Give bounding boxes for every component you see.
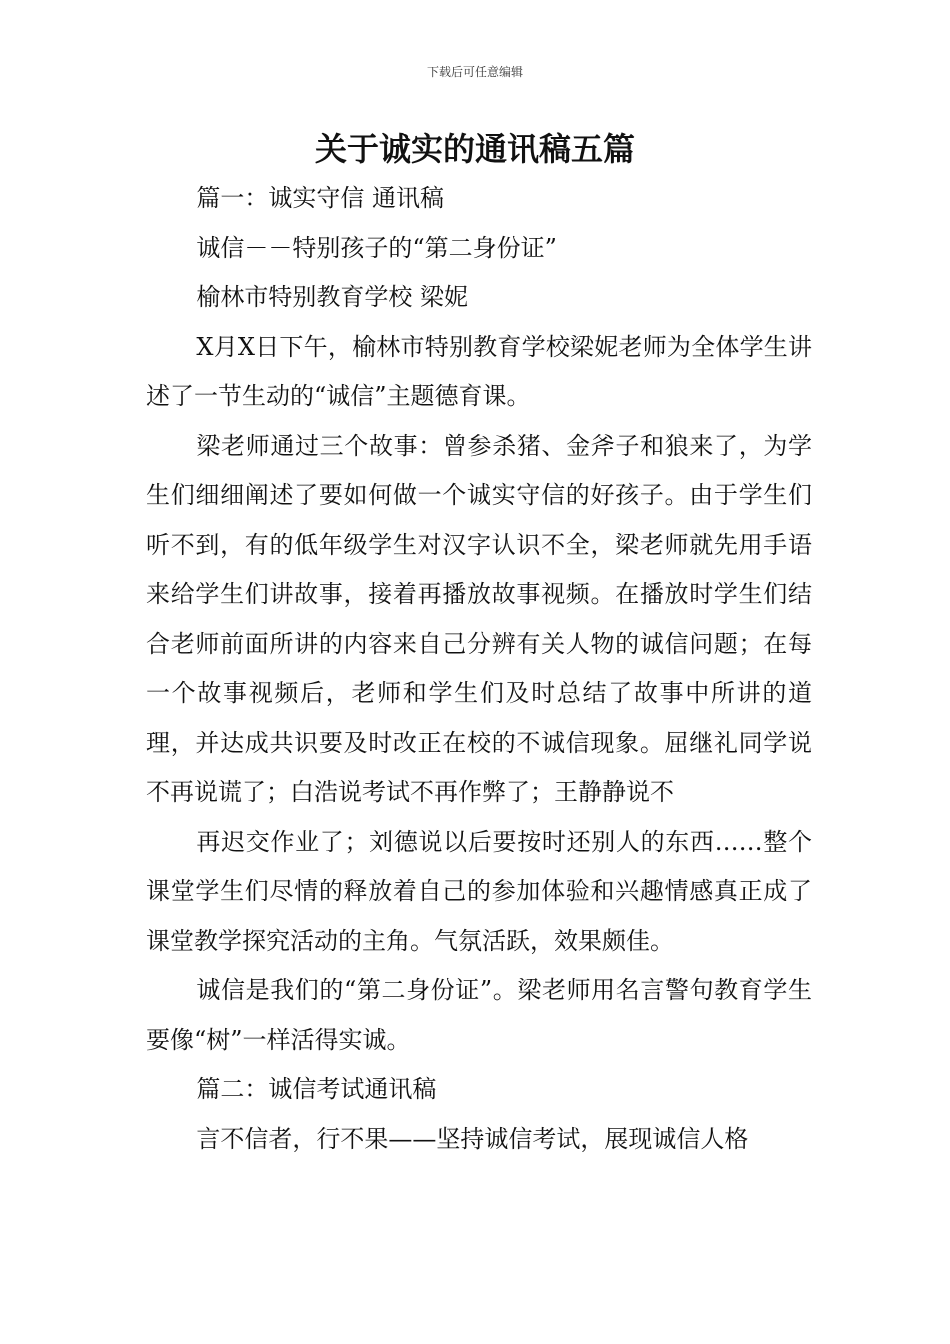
article-headline: 言不信者，行不果——坚持诚信考试，展现诚信人格 [196,1124,749,1153]
body-paragraph: 诚信是我们的“第二身份证”。梁老师用名言警句教育学生要像“树”一样活得实诚。 [146,976,812,1054]
section-heading-2: 篇二：诚信考试通讯稿 [196,1075,437,1103]
body-paragraph: X月X日下午，榆林市特别教育学校梁妮老师为全体学生讲述了一节生动的“诚信”主题德育课。 [146,332,812,410]
author-line: 榆林市特别教育学校 梁妮 [196,283,469,311]
header-note: 下载后可任意编辑 [426,65,523,79]
document-title: 关于诚实的通讯稿五篇 [314,130,635,168]
body-paragraph: 梁老师通过三个故事：曾参杀猪、金斧子和狼来了，为学生们细细阐述了要如何做一个诚实守信的好孩子。由于学生们听不到，有的低年级学生对汉字认识不全，梁老师就先用手语来给学生们讲故事，接着再播放故事视频。在播放时学生们结合老师前面所讲的内容来自己分辨有关人物的诚信问题；在每一个故事视频后，老师和学生们及时总结了故事中所讲的道理，并达成共识要及时改正在校的不诚信现象。屈继礼同学说不再说谎了；白浩说考试不再作弊了；王静静说不 [146,431,812,806]
body-paragraph: 再迟交作业了；刘德说以后要按时还别人的东西……整个课堂学生们尽情的释放着自己的参加体验和兴趣情感真正成了课堂教学探究活动的主角。气氛活跃，效果颇佳。 [146,827,812,955]
section-heading-1: 篇一：诚实守信 通讯稿 [196,184,445,212]
article-headline: 诚信－－特别孩子的“第二身份证” [196,233,557,262]
document-body [146,174,812,1164]
